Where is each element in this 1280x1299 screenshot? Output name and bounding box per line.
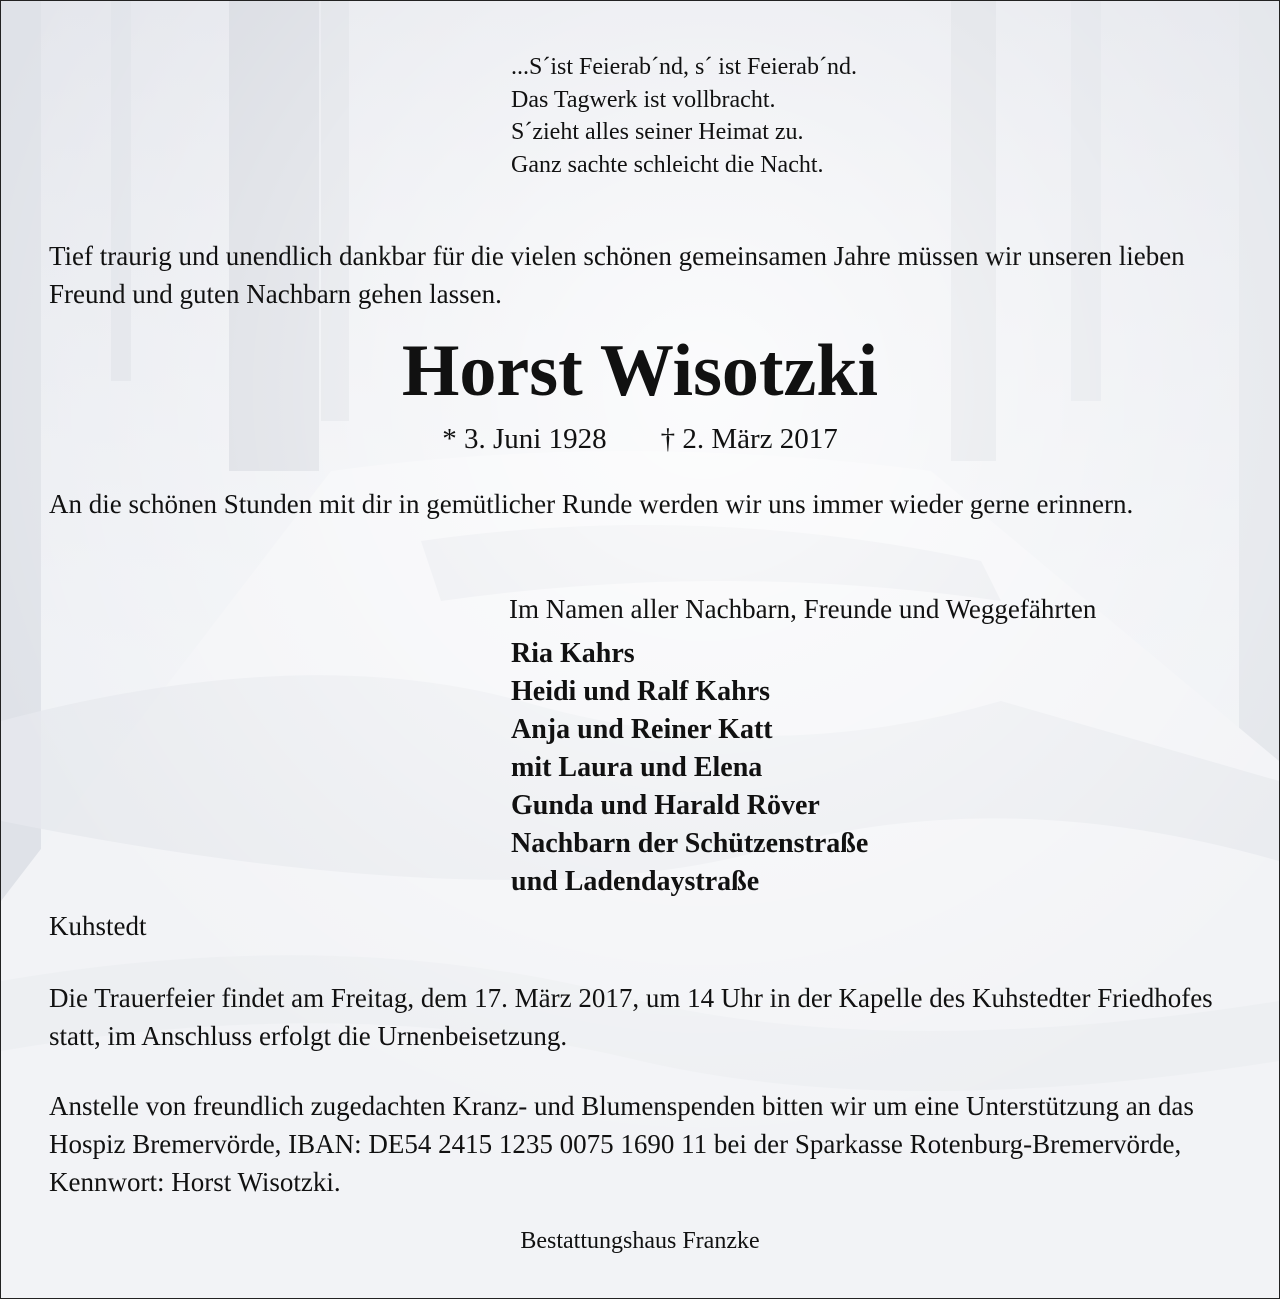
mourner-name: Anja und Reiner Katt	[511, 714, 773, 745]
mourner-name: Gunda und Harald Röver	[511, 790, 820, 821]
poem-line: Ganz sachte schleicht die Nacht.	[511, 151, 824, 178]
signatory-line: Im Namen aller Nachbarn, Freunde und Weggefährten	[509, 594, 1097, 624]
poem-line: ...S´ist Feierab´nd, s´ ist Feierab´nd.	[511, 54, 857, 80]
mourner-names	[511, 635, 868, 901]
poem	[511, 51, 857, 181]
funeral-info: Die Trauerfeier findet am Freitag, dem 17. März 2017, um 14 Uhr in der Kapelle des Kuhstedter Friedhofes statt, im Anschluss erfolgt die Urnenbeisetzung.	[49, 983, 1213, 1051]
life-dates	[1, 421, 1279, 457]
mourner-name: Heidi und Ralf Kahrs	[511, 676, 771, 707]
poem-line: S´zieht alles seiner Heimat zu.	[511, 119, 804, 145]
remembrance-text: An die schönen Stunden mit dir in gemütlicher Runde werden wir uns immer wieder gerne erinnern.	[49, 489, 1134, 519]
mourner-name: und Ladendaystraße	[511, 866, 760, 897]
donation-info: Anstelle von freundlich zugedachten Kranz- und Blumenspenden bitten wir um eine Unterstützung an das Hospiz Bremervörde, IBAN: DE54 2415 1235 0075 1690 11 bei der Sparkasse Rotenburg-Bremervörde, Kennwort: Horst Wisotzki.	[49, 1091, 1194, 1197]
place-name: Kuhstedt	[49, 911, 147, 941]
mourner-name: mit Laura und Elena	[511, 752, 763, 783]
undertaker-name: Bestattungshaus Franzke	[520, 1228, 760, 1254]
deceased-name: Horst Wisotzki	[401, 330, 879, 412]
intro-text: Tief traurig und unendlich dankbar für die vielen schönen gemeinsamen Jahre müssen wir unseren lieben Freund und guten Nachbarn gehen lassen.	[49, 241, 1185, 309]
mourner-name: Ria Kahrs	[511, 638, 635, 669]
death-date: † 2. März 2017	[660, 423, 838, 455]
mourner-name: Nachbarn der Schützenstraße	[511, 828, 869, 859]
birth-date: * 3. Juni 1928	[442, 423, 607, 455]
poem-line: Das Tagwerk ist vollbracht.	[511, 86, 776, 113]
